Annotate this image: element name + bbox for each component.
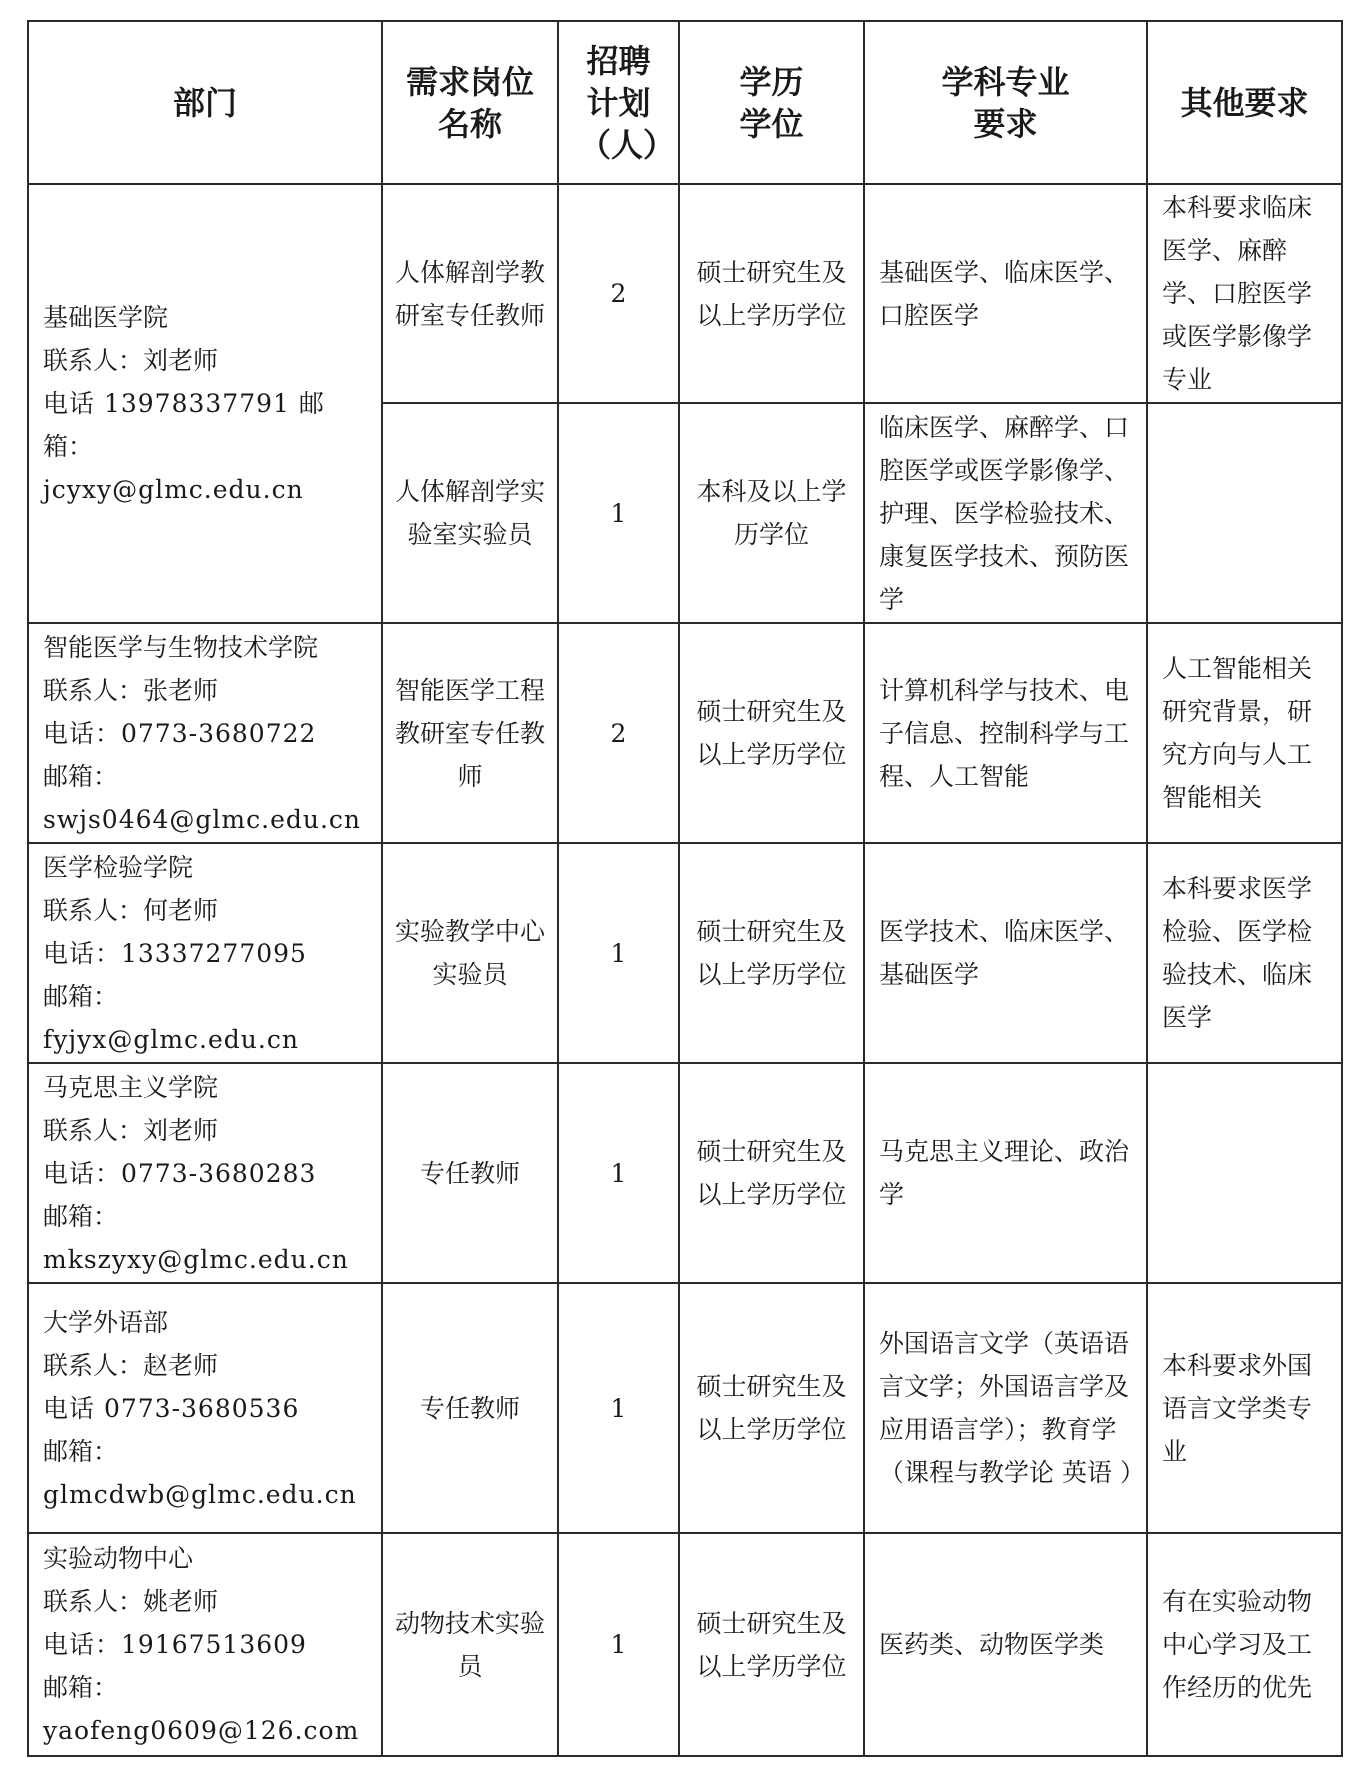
header-department: 部门 [28, 21, 382, 184]
department-contact: 联系人：刘老师 [43, 346, 219, 375]
degree-requirement: 硕士研究生及以上学历学位 [679, 1283, 864, 1533]
plan-count: 1 [558, 1283, 679, 1533]
major-requirement: 医学技术、临床医学、基础医学 [864, 843, 1147, 1063]
plan-count: 1 [558, 843, 679, 1063]
department-phone: 电话：19167513609 [43, 1630, 307, 1659]
header-row [28, 21, 1342, 184]
department-name: 实验动物中心 [43, 1544, 194, 1573]
department-contact: 联系人：张老师 [43, 675, 219, 705]
department-email: glmcdwb@glmc.edu.cn [43, 1479, 357, 1509]
degree-requirement: 硕士研究生及以上学历学位 [679, 1533, 864, 1756]
department-name: 医学检验学院 [43, 852, 194, 882]
department-phone: 电话：13337277095 [43, 938, 307, 968]
other-requirement: 本科要求外国语言文学类专业 [1147, 1283, 1342, 1533]
department-email: swjs0464@glmc.edu.cn [43, 804, 362, 834]
table-row [28, 184, 1342, 403]
major-requirement: 外国语言文学（英语语言文学；外国语言学及应用语言学）；教育学（课程与教学论 英语 ） [864, 1283, 1147, 1533]
department-cell [28, 843, 382, 1063]
plan-count: 1 [558, 403, 679, 623]
department-contact: 联系人：刘老师 [43, 1115, 219, 1145]
department-name: 马克思主义学院 [43, 1072, 219, 1102]
department-phone: 电话 13978337791 邮 [43, 389, 325, 418]
major-requirement: 医药类、动物医学类 [864, 1533, 1147, 1756]
table-row [28, 623, 1342, 843]
other-requirement [1147, 403, 1342, 623]
department-email-label: 箱： [43, 432, 94, 461]
position-title: 实验教学中心实验员 [382, 843, 558, 1063]
plan-count: 2 [558, 184, 679, 403]
position-title: 专任教师 [382, 1283, 558, 1533]
other-requirement: 本科要求临床医学、麻醉学、口腔医学或医学影像学专业 [1147, 184, 1342, 403]
header-position: 需求岗位名称 [382, 21, 558, 184]
plan-count: 1 [558, 1063, 679, 1283]
department-phone: 电话 0773-3680536 [43, 1393, 300, 1423]
department-email-label: 邮箱： [43, 1201, 119, 1231]
department-contact: 联系人：赵老师 [43, 1350, 219, 1380]
header-degree: 学历学位 [679, 21, 864, 184]
department-email-label: 邮箱： [43, 981, 119, 1011]
position-title: 人体解剖学实验室实验员 [382, 403, 558, 623]
department-email: fyjyx@glmc.edu.cn [43, 1024, 299, 1054]
plan-count: 2 [558, 623, 679, 843]
position-title: 智能医学工程教研室专任教师 [382, 623, 558, 843]
department-name: 智能医学与生物技术学院 [43, 632, 319, 662]
recruitment-table [27, 20, 1343, 1757]
department-email-label: 邮箱： [43, 1673, 119, 1702]
department-email: jcyxy@glmc.edu.cn [43, 475, 304, 504]
degree-requirement: 硕士研究生及以上学历学位 [679, 184, 864, 403]
degree-requirement: 本科及以上学历学位 [679, 403, 864, 623]
department-email-label: 邮箱： [43, 1436, 119, 1466]
header-other: 其他要求 [1147, 21, 1342, 184]
position-title: 专任教师 [382, 1063, 558, 1283]
department-cell [28, 1063, 382, 1283]
department-name: 基础医学院 [43, 303, 169, 332]
department-phone: 电话：0773-3680722 [43, 718, 317, 748]
department-email: mkszyxy@glmc.edu.cn [43, 1244, 349, 1274]
department-contact: 联系人：姚老师 [43, 1587, 219, 1616]
department-email: yaofeng0609@126.com [43, 1716, 360, 1745]
major-requirement: 基础医学、临床医学、口腔医学 [864, 184, 1147, 403]
header-major: 学科专业要求 [864, 21, 1147, 184]
other-requirement: 有在实验动物中心学习及工作经历的优先 [1147, 1533, 1342, 1756]
major-requirement: 临床医学、麻醉学、口腔医学或医学影像学、护理、医学检验技术、康复医学技术、预防医学 [864, 403, 1147, 623]
department-cell [28, 1283, 382, 1533]
position-title: 动物技术实验员 [382, 1533, 558, 1756]
position-title: 人体解剖学教研室专任教师 [382, 184, 558, 403]
other-requirement [1147, 1063, 1342, 1283]
department-cell [28, 184, 382, 623]
department-phone: 电话：0773-3680283 [43, 1158, 317, 1188]
other-requirement: 本科要求医学检验、医学检验技术、临床医学 [1147, 843, 1342, 1063]
department-cell [28, 623, 382, 843]
department-cell [28, 1533, 382, 1756]
department-contact: 联系人：何老师 [43, 895, 219, 925]
degree-requirement: 硕士研究生及以上学历学位 [679, 623, 864, 843]
plan-count: 1 [558, 1533, 679, 1756]
degree-requirement: 硕士研究生及以上学历学位 [679, 843, 864, 1063]
table-row [28, 1283, 1342, 1533]
major-requirement: 计算机科学与技术、电子信息、控制科学与工程、人工智能 [864, 623, 1147, 843]
major-requirement: 马克思主义理论、政治学 [864, 1063, 1147, 1283]
department-email-label: 邮箱： [43, 761, 119, 791]
header-plan: 招聘计划（人） [558, 21, 679, 184]
table-row [28, 843, 1342, 1063]
degree-requirement: 硕士研究生及以上学历学位 [679, 1063, 864, 1283]
other-requirement: 人工智能相关研究背景，研究方向与人工智能相关 [1147, 623, 1342, 843]
department-name: 大学外语部 [43, 1307, 169, 1337]
table-row [28, 1533, 1342, 1756]
table-row [28, 1063, 1342, 1283]
